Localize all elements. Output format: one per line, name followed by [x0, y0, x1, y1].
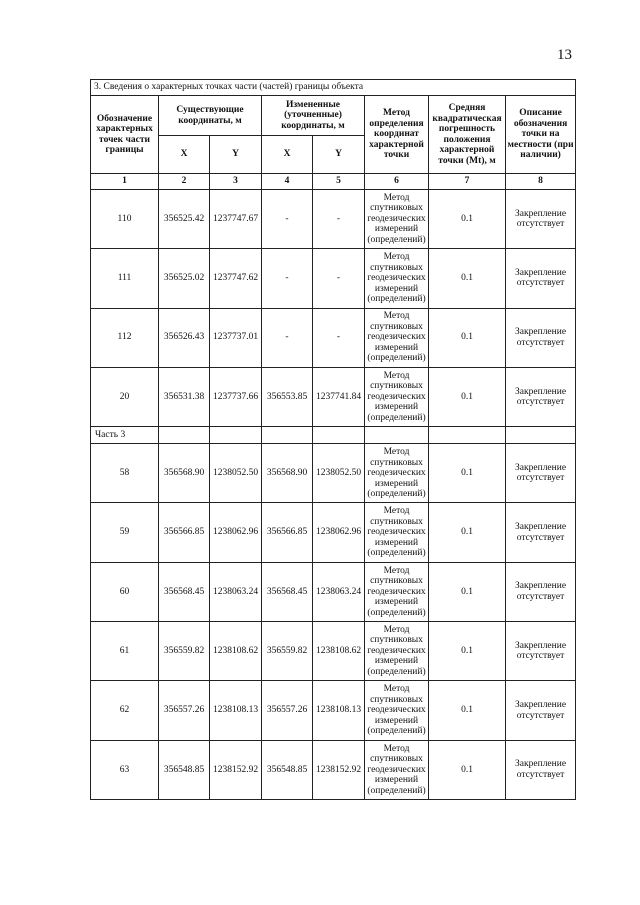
column-number: 3 [210, 174, 262, 190]
table-row [91, 503, 576, 562]
header-existing-y: Y [210, 136, 262, 174]
cell-accuracy: 0.1 [429, 367, 506, 426]
cell-accuracy: 0.1 [429, 190, 506, 249]
cell-accuracy: 0.1 [429, 740, 506, 799]
cell-changed-x: - [262, 308, 313, 367]
cell-point-id: 111 [91, 249, 159, 308]
header-point-designation: Обозначение характерных точек части границы [91, 96, 159, 174]
cell-point-id: 61 [91, 622, 159, 681]
table-row [91, 562, 576, 621]
cell-method: Метод спутниковых геодезических измерений (определений) [365, 249, 429, 308]
cell-existing-y: 1238062.96 [210, 503, 262, 562]
column-number: 1 [91, 174, 159, 190]
cell-accuracy: 0.1 [429, 503, 506, 562]
cell-method: Метод спутниковых геодезических измерений (определений) [365, 681, 429, 740]
empty-cell [159, 427, 210, 444]
table-row [91, 740, 576, 799]
header-existing-x: X [159, 136, 210, 174]
header-method: Метод определения координат характерной точки [365, 96, 429, 174]
cell-point-id: 112 [91, 308, 159, 367]
part-row [91, 427, 576, 444]
cell-existing-y: 1238152.92 [210, 740, 262, 799]
cell-changed-x: 356568.90 [262, 444, 313, 503]
cell-existing-y: 1238108.62 [210, 622, 262, 681]
cell-changed-x: 356559.82 [262, 622, 313, 681]
cell-point-id: 110 [91, 190, 159, 249]
cell-description: Закрепление отсутствует [506, 503, 576, 562]
cell-existing-y: 1237737.66 [210, 367, 262, 426]
cell-point-id: 59 [91, 503, 159, 562]
cell-accuracy: 0.1 [429, 562, 506, 621]
cell-changed-x: 356568.45 [262, 562, 313, 621]
table-row [91, 249, 576, 308]
table-row [91, 444, 576, 503]
cell-accuracy: 0.1 [429, 681, 506, 740]
header-existing-coords: Существующие координаты, м [159, 96, 262, 136]
cell-existing-y: 1238108.13 [210, 681, 262, 740]
cell-changed-y: 1238052.50 [313, 444, 365, 503]
cell-changed-y: 1238108.13 [313, 681, 365, 740]
cell-method: Метод спутниковых геодезических измерений (определений) [365, 308, 429, 367]
table-row [91, 190, 576, 249]
cell-existing-x: 356566.85 [159, 503, 210, 562]
cell-changed-x: 356566.85 [262, 503, 313, 562]
column-number: 4 [262, 174, 313, 190]
column-number: 7 [429, 174, 506, 190]
table-row [91, 622, 576, 681]
cell-changed-x: 356553.85 [262, 367, 313, 426]
cell-method: Метод спутниковых геодезических измерений (определений) [365, 503, 429, 562]
table-row [91, 308, 576, 367]
header-changed-y: Y [313, 136, 365, 174]
cell-method: Метод спутниковых геодезических измерений (определений) [365, 740, 429, 799]
cell-existing-y: 1238063.24 [210, 562, 262, 621]
column-number: 8 [506, 174, 576, 190]
part-label: Часть 3 [91, 427, 159, 444]
cell-changed-y: 1238152.92 [313, 740, 365, 799]
points-table [90, 79, 576, 800]
cell-point-id: 60 [91, 562, 159, 621]
header-changed-coords: Измененные (уточненные) координаты, м [262, 96, 365, 136]
cell-method: Метод спутниковых геодезических измерений (определений) [365, 190, 429, 249]
cell-method: Метод спутниковых геодезических измерений (определений) [365, 562, 429, 621]
cell-accuracy: 0.1 [429, 249, 506, 308]
cell-existing-x: 356559.82 [159, 622, 210, 681]
cell-existing-y: 1237747.67 [210, 190, 262, 249]
header-description: Описание обозначения точки на местности (при наличии) [506, 96, 576, 174]
cell-changed-x: 356548.85 [262, 740, 313, 799]
cell-point-id: 62 [91, 681, 159, 740]
column-numbers-row [91, 174, 576, 190]
empty-cell [429, 427, 506, 444]
empty-cell [365, 427, 429, 444]
table-row [91, 681, 576, 740]
header-accuracy: Средняя квадратическая погрешность положения характерной точки (Mt), м [429, 96, 506, 174]
table-row [91, 367, 576, 426]
empty-cell [313, 427, 365, 444]
cell-existing-x: 356526.43 [159, 308, 210, 367]
cell-changed-y: 1238108.62 [313, 622, 365, 681]
empty-cell [262, 427, 313, 444]
cell-point-id: 63 [91, 740, 159, 799]
empty-cell [506, 427, 576, 444]
cell-changed-y: 1237741.84 [313, 367, 365, 426]
cell-changed-x: - [262, 190, 313, 249]
header-changed-x: X [262, 136, 313, 174]
section-title: 3. Сведения о характерных точках части (частей) границы объекта [91, 80, 576, 96]
cell-existing-x: 356568.90 [159, 444, 210, 503]
cell-accuracy: 0.1 [429, 444, 506, 503]
cell-method: Метод спутниковых геодезических измерений (определений) [365, 622, 429, 681]
cell-changed-y: - [313, 249, 365, 308]
cell-description: Закрепление отсутствует [506, 249, 576, 308]
cell-point-id: 20 [91, 367, 159, 426]
cell-changed-y: - [313, 190, 365, 249]
cell-existing-y: 1237737.01 [210, 308, 262, 367]
column-number: 5 [313, 174, 365, 190]
cell-existing-x: 356525.02 [159, 249, 210, 308]
cell-existing-x: 356548.85 [159, 740, 210, 799]
cell-changed-y: 1238062.96 [313, 503, 365, 562]
cell-description: Закрепление отсутствует [506, 562, 576, 621]
cell-changed-x: 356557.26 [262, 681, 313, 740]
cell-existing-y: 1237747.62 [210, 249, 262, 308]
column-number: 6 [365, 174, 429, 190]
cell-method: Метод спутниковых геодезических измерений (определений) [365, 367, 429, 426]
page-number: 13 [557, 47, 572, 63]
cell-existing-x: 356525.42 [159, 190, 210, 249]
cell-existing-x: 356568.45 [159, 562, 210, 621]
cell-accuracy: 0.1 [429, 308, 506, 367]
cell-changed-x: - [262, 249, 313, 308]
column-number: 2 [159, 174, 210, 190]
cell-point-id: 58 [91, 444, 159, 503]
cell-description: Закрепление отсутствует [506, 308, 576, 367]
cell-description: Закрепление отсутствует [506, 681, 576, 740]
cell-description: Закрепление отсутствует [506, 740, 576, 799]
cell-description: Закрепление отсутствует [506, 367, 576, 426]
cell-description: Закрепление отсутствует [506, 190, 576, 249]
cell-changed-y: 1238063.24 [313, 562, 365, 621]
empty-cell [210, 427, 262, 444]
cell-method: Метод спутниковых геодезических измерений (определений) [365, 444, 429, 503]
cell-description: Закрепление отсутствует [506, 622, 576, 681]
cell-existing-x: 356557.26 [159, 681, 210, 740]
cell-changed-y: - [313, 308, 365, 367]
cell-description: Закрепление отсутствует [506, 444, 576, 503]
cell-accuracy: 0.1 [429, 622, 506, 681]
cell-existing-x: 356531.38 [159, 367, 210, 426]
cell-existing-y: 1238052.50 [210, 444, 262, 503]
